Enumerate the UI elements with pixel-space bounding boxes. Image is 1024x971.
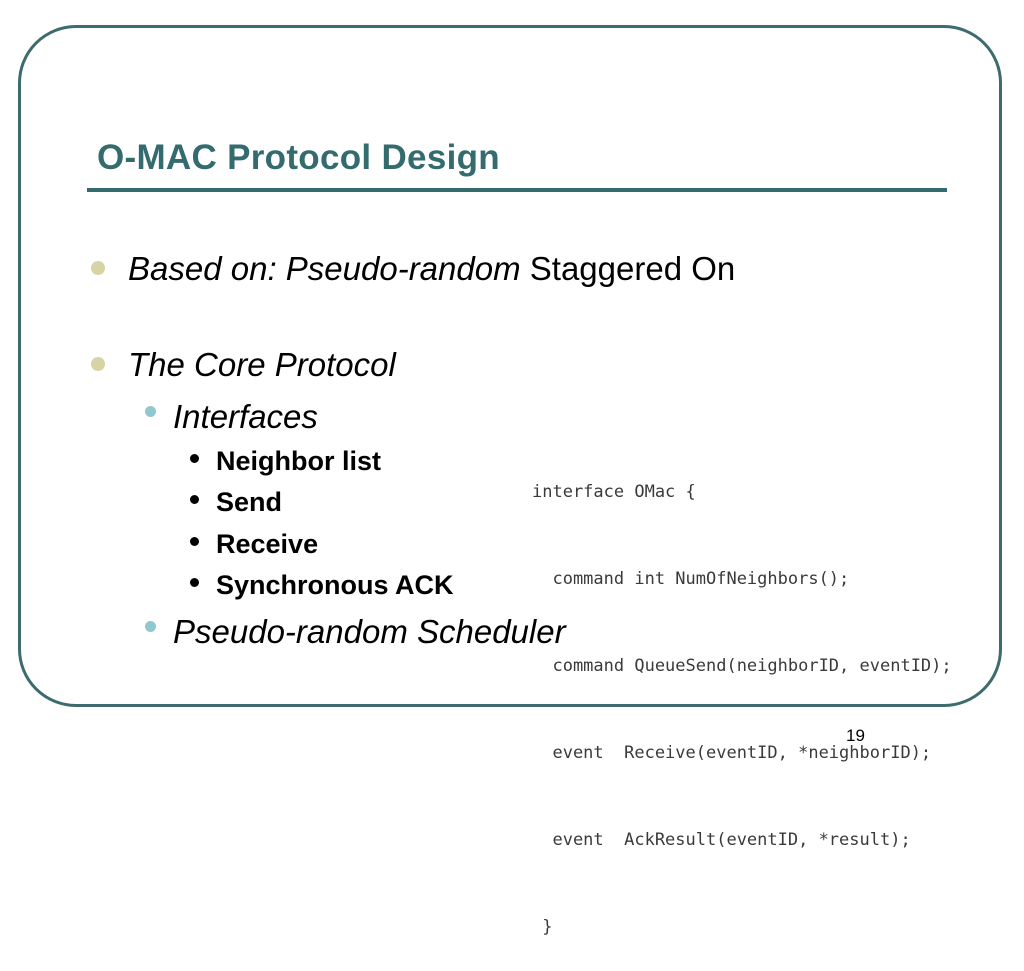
subsub-dot-icon: [190, 537, 199, 546]
subsub-dot-icon: [190, 495, 199, 504]
bullet-based-on-normal: Staggered On: [529, 250, 736, 287]
interface-item-neighbor-list: [216, 446, 381, 477]
interface-item-send: [216, 487, 282, 518]
subsub-dot-icon: [190, 578, 199, 587]
code-line: event AckResult(eventID, *result);: [532, 830, 911, 850]
interface-item-label: Send: [216, 487, 283, 517]
bullet-core-protocol: [128, 346, 396, 384]
bullet-based-on: [128, 250, 735, 288]
bullet-dot-icon: [91, 261, 105, 275]
interface-item-synchronous-ack: [216, 570, 454, 601]
code-line: command QueueSend(neighborID, eventID);: [532, 656, 952, 676]
slide-title: O-MAC Protocol Design: [97, 138, 500, 177]
bullet-dot-icon: [91, 357, 105, 371]
subbullet-dot-icon: [145, 406, 156, 417]
code-line: }: [532, 917, 553, 937]
interface-item-receive: [216, 529, 318, 560]
subbullet-scheduler: [173, 613, 566, 651]
code-line: interface OMac {: [532, 482, 696, 502]
subbullet-interfaces-text: Interfaces: [173, 398, 318, 435]
subbullet-interfaces: [173, 398, 318, 436]
subsub-dot-icon: [190, 454, 199, 463]
page-number: 19: [846, 726, 865, 745]
title-underline: [87, 188, 947, 192]
interface-item-label: Synchronous ACK: [216, 570, 454, 600]
subbullet-scheduler-text: Pseudo-random Scheduler: [173, 613, 566, 650]
interface-item-label: Neighbor list: [216, 446, 382, 476]
bullet-core-protocol-text: The Core Protocol: [128, 346, 396, 383]
interface-item-label: Receive: [216, 529, 319, 559]
subbullet-dot-icon: [145, 621, 156, 632]
bullet-based-on-italic: Based on: Pseudo-random: [128, 250, 521, 287]
code-line: command int NumOfNeighbors();: [532, 569, 850, 589]
code-snippet: [532, 420, 1002, 971]
code-line: event Receive(eventID, *neighborID);: [532, 743, 932, 763]
